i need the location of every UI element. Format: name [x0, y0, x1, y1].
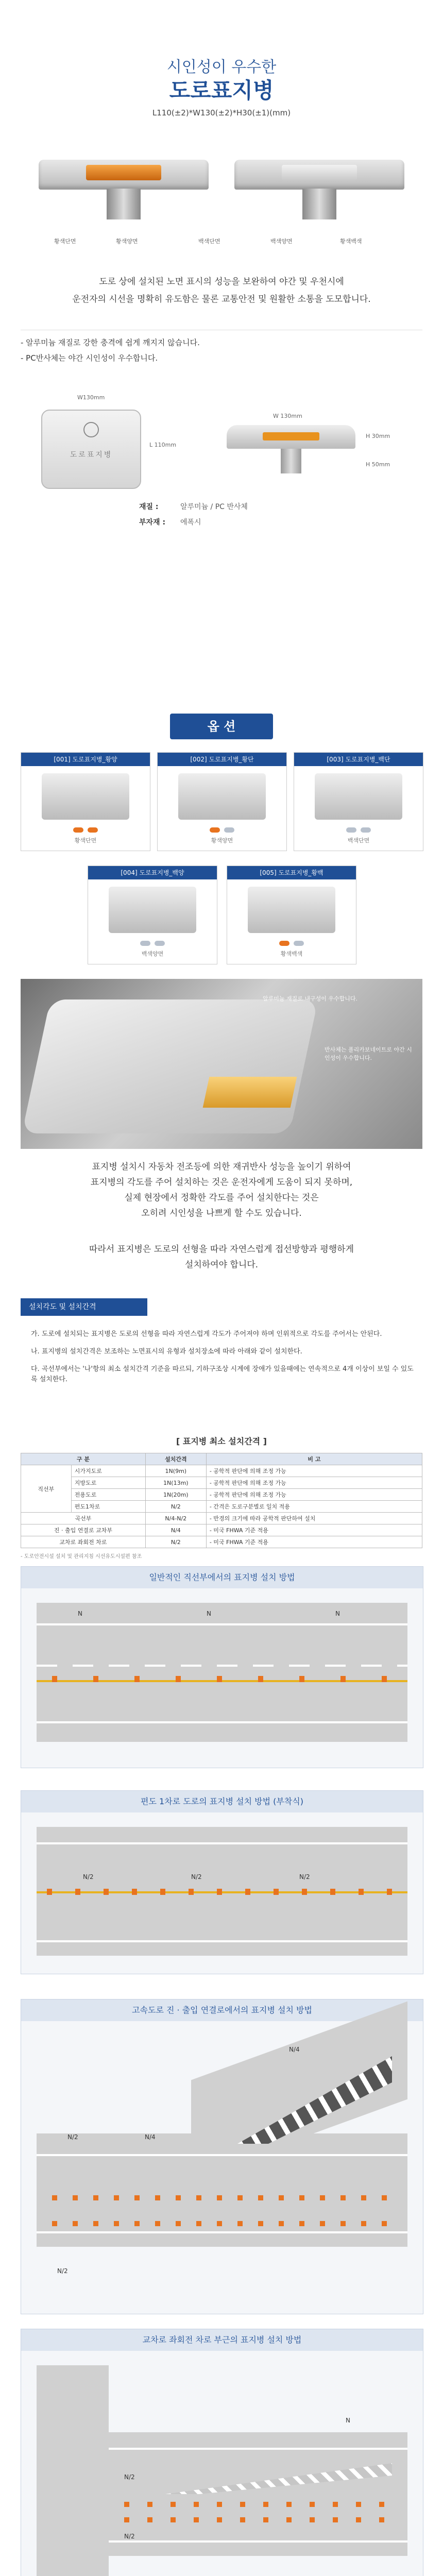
accessory-value: 에폭시	[180, 518, 201, 527]
spacing-label: N/2	[83, 1873, 94, 1880]
table-header-cell: 구 분	[21, 1453, 146, 1465]
swatch-white	[155, 941, 165, 946]
badge-icon	[83, 422, 99, 437]
closeup-photo	[21, 979, 422, 1149]
plate-text: 도로표지병	[70, 451, 113, 459]
install-section-bar: 설치각도 및 설치간격	[21, 1298, 147, 1316]
install-line: 표지병 설치시 자동차 전조등에 의한 재귀반사 성능을 높이기 위하여	[92, 1162, 351, 1172]
table-cell: 1N(9m)	[145, 1465, 206, 1477]
diagram-title: 고속도로 진 · 출입 연결로에서의 표지병 설치 방법	[21, 1999, 423, 2021]
install-line: 따라서 표지병은 도로의 선형을 따라 자연스럽게 접선방향과 평행하게	[89, 1244, 354, 1255]
spacing-label: N	[346, 2417, 350, 2424]
table-cell: - 공학적 판단에 의해 조정 가능	[206, 1477, 422, 1489]
install-text	[0, 1242, 443, 1273]
dim-length-label: L 110mm	[149, 442, 177, 448]
road-edge-line	[37, 1842, 407, 1844]
dimension-panel	[21, 379, 422, 536]
road-surface	[37, 2432, 407, 2556]
diagram-title: 교차로 좌회전 차로 부근의 표지병 설치 방법	[21, 2329, 423, 2351]
stud-row	[52, 1676, 392, 1682]
option-tab: [002] 도로표지병_황단	[158, 753, 286, 766]
road-edge-line	[109, 2448, 407, 2450]
product-label: 백색양면	[270, 238, 293, 245]
option-caption: 황색백색	[280, 951, 303, 957]
install-line: 실제 현장에서 정확한 각도를 주어 설치한다는 것은	[124, 1193, 319, 1203]
table-row	[21, 1489, 422, 1501]
option-tab: [004] 도로표지병_백양	[88, 866, 217, 879]
table-cell: - 미국 FHWA 기준 적용	[206, 1536, 422, 1548]
swatch-white	[346, 827, 356, 833]
swatch-yellow	[73, 827, 83, 833]
table-cell: - 공학적 판단에 의해 조정 가능	[206, 1465, 422, 1477]
closeup-reflector	[203, 1077, 297, 1108]
install-line: 오히려 시인성을 나쁘게 할 수도 있습니다.	[141, 1208, 302, 1218]
option-card-005[interactable]	[227, 866, 356, 964]
option-card-001[interactable]	[21, 752, 150, 851]
diagram-single-lane	[21, 1790, 423, 1974]
option-tab: [005] 도로표지병_황백	[227, 866, 356, 879]
table-cell: N/4-N/2	[145, 1513, 206, 1524]
swatch-white	[361, 827, 371, 833]
stud-row	[124, 2517, 392, 2522]
side-view	[227, 425, 355, 449]
table-cell: 직선부	[21, 1465, 72, 1513]
dim-width-label: W130mm	[77, 394, 105, 401]
min-spacing-table	[21, 1453, 422, 1548]
table-header-cell: 설치간격	[145, 1453, 206, 1465]
table-cell: - 미국 FHWA 기준 적용	[206, 1524, 422, 1536]
spacing-label: N/2	[124, 2533, 135, 2540]
table-header-cell: 비 고	[206, 1453, 422, 1465]
spacing-label: N/2	[67, 2133, 78, 2141]
option-swatches	[294, 825, 423, 835]
table-cell: - 공학적 판단에 의해 조정 가능	[206, 1489, 422, 1501]
option-tab: [001] 도로표지병_황양	[21, 753, 150, 766]
option-swatches	[227, 938, 356, 948]
option-caption: 백색양면	[141, 951, 164, 957]
table-title: [ 표지병 최소 설치간격 ]	[176, 1436, 267, 1446]
road-edge-line	[37, 1721, 407, 1723]
table-cell: 교차로 좌회전 차로	[21, 1536, 146, 1548]
rule-item: 다. 곡선부에서는 '나'항의 최소 설치간격 기준을 따르되, 기하구조상 시계에 장애가 있을때에는 연속적으로 4개 이상이 보일 수 있도록 설치한다.	[31, 1365, 414, 1383]
table-cell: 시가지도로	[71, 1465, 145, 1477]
dim-height-label: H 30mm	[366, 433, 390, 439]
swatch-white	[224, 827, 234, 833]
table-row	[21, 1501, 422, 1513]
option-image	[178, 773, 266, 820]
product-title: 도로표지병	[169, 78, 274, 103]
option-swatches	[21, 825, 150, 835]
install-line: 설치하여야 합니다.	[184, 1260, 259, 1270]
diagram-title: 일반적인 직선부에서의 표지병 설치 방법	[21, 1567, 423, 1588]
road-edge-line	[37, 1940, 407, 1942]
spec-line: L110(±2)*W130(±2)*H30(±1)(mm)	[152, 108, 291, 117]
rule-item: 가. 도로에 설치되는 표지병은 도로의 선형을 따라 자연스럽게 각도가 주어져야 하며 인위적으로 각도를 주어서는 안된다.	[31, 1330, 382, 1338]
stud-row	[52, 2195, 392, 2200]
intro-text	[0, 273, 443, 308]
product-label: 황색양면	[116, 238, 138, 245]
road-center-line	[37, 1665, 407, 1667]
spacing-label: N	[207, 1610, 211, 1617]
spacing-label: N	[335, 1610, 340, 1617]
install-line: 표지병의 각도를 주어 설치하는 것은 운전자에게 도움이 되지 못하며,	[90, 1177, 353, 1188]
stud-row	[47, 1889, 397, 1895]
option-image	[248, 887, 335, 933]
product-label: 황색백색	[340, 238, 362, 245]
option-card-002[interactable]	[157, 752, 287, 851]
table-header	[21, 1453, 422, 1465]
diagram-title: 편도 1차로 도로의 표지병 설치 방법 (부착식)	[21, 1791, 423, 1812]
option-card-004[interactable]	[88, 866, 217, 964]
product-image-white	[234, 160, 404, 227]
diagram-ramp	[21, 1999, 423, 2314]
spacing-label: N/2	[124, 2473, 135, 2481]
road-edge-line	[37, 2231, 407, 2233]
spacing-label: N/2	[299, 1873, 310, 1880]
table-cell: 1N(13m)	[145, 1477, 206, 1489]
option-image	[42, 773, 129, 820]
table-cell: - 간격은 도로구분별로 일치 적용	[206, 1501, 422, 1513]
table-cell: 지방도로	[71, 1477, 145, 1489]
table-cell: N/2	[145, 1536, 206, 1548]
road-edge-line	[37, 2154, 407, 2156]
bullet-item: - PC반사체는 야간 시인성이 우수합니다.	[21, 353, 158, 363]
table-cell: N/2	[145, 1501, 206, 1513]
table-cell: 1N(20m)	[145, 1489, 206, 1501]
material-label: 재질 :	[139, 503, 159, 511]
install-rules	[31, 1329, 417, 1385]
accessory-label: 부자재 :	[139, 518, 166, 527]
option-image	[315, 773, 402, 820]
option-swatches	[88, 938, 217, 948]
stud-row	[52, 2221, 392, 2226]
spacing-label: N/2	[57, 2267, 68, 2275]
table-cell: 곡선부	[21, 1513, 146, 1524]
side-view-stem	[281, 449, 301, 473]
option-caption: 황색단면	[74, 837, 97, 844]
material-value: 알루미늄 / PC 반사체	[180, 503, 248, 511]
option-caption: 백색단면	[347, 837, 370, 844]
spacing-label: N/2	[191, 1873, 202, 1880]
stud-row	[124, 2502, 392, 2507]
table-row	[21, 1513, 422, 1524]
table-row	[21, 1524, 422, 1536]
closeup-note: 알루미늄 재질로 내구성이 우수합니다.	[263, 995, 358, 1002]
diagram-left-turn	[21, 2329, 423, 2576]
swatch-yellow	[279, 941, 289, 946]
table-row	[21, 1477, 422, 1489]
table-footnote: - 도로안전시설 설치 및 관리지침 시선유도시설편 참조	[21, 1554, 142, 1560]
reflector	[263, 432, 319, 440]
table-row	[21, 1536, 422, 1548]
options-title: 옵 션	[170, 714, 273, 739]
option-tab: [003] 도로표지병_백단	[294, 753, 423, 766]
closeup-stud	[22, 999, 318, 1133]
product-subtitle: 시인성이 우수한	[166, 58, 277, 76]
swatch-white	[294, 941, 304, 946]
bullet-item: - 알루미늄 재질로 강한 충격에 쉽게 깨지지 않습니다.	[21, 338, 200, 347]
swatch-yellow	[88, 827, 98, 833]
product-label: 황색단면	[54, 238, 76, 245]
table-cell: 전용도로	[71, 1489, 145, 1501]
intro-line: 운전자의 시선을 명확히 유도함은 물론 교통안전 및 원활한 소통을 도모합니다.	[72, 294, 371, 304]
spacing-label: N	[78, 1610, 82, 1617]
table-cell: 편도1차로	[71, 1501, 145, 1513]
rule-item: 나. 표지병의 설치간격은 보조하는 노면표시의 유형과 설치장소에 따라 아래와 같이 설치한다.	[31, 1348, 302, 1355]
spacing-label: N/4	[145, 2133, 156, 2141]
top-view	[41, 410, 141, 489]
dim-height-label: H 50mm	[366, 461, 390, 468]
closeup-note: 반사체는 폴리카보네이트로 야간 시인성이 우수합니다.	[325, 1046, 412, 1061]
road-edge-line	[37, 1623, 407, 1625]
intro-line: 도로 상에 설치된 노면 표시의 성능을 보완하여 야간 및 우천시에	[99, 277, 344, 287]
table-cell: - 반경의 크기에 따라 공학적 판단하여 설치	[206, 1513, 422, 1524]
dim-width-label: W 130mm	[273, 413, 302, 419]
table-cell: 진 · 출입 연결로 교차부	[21, 1524, 146, 1536]
install-text	[0, 1159, 443, 1221]
table-cell: N/4	[145, 1524, 206, 1536]
spacing-label: N/4	[289, 2046, 300, 2053]
option-image	[109, 887, 196, 933]
swatch-yellow	[210, 827, 220, 833]
option-card-003[interactable]	[294, 752, 423, 851]
option-caption: 황색양면	[211, 837, 233, 844]
intro-bullets	[21, 335, 200, 366]
option-swatches	[158, 825, 286, 835]
product-label: 백색단면	[198, 238, 220, 245]
table-row	[21, 1465, 422, 1477]
swatch-white	[140, 941, 150, 946]
product-image-yellow	[39, 160, 209, 227]
diagram-straight	[21, 1566, 423, 1768]
road-edge-line	[109, 2540, 407, 2543]
